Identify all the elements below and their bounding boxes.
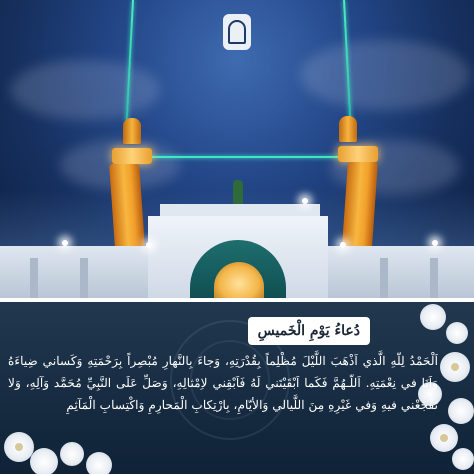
prayer-text: اَلْحَمْدُ لِلّهِ الَّذي اَذْهَبَ اللَّيْلَ مُظْلِماً بِقُدْرَتِهِ، وَجاءَ بِالنَّهارِ مُبْصِراً بِرَحْمَتِهِ وَكَساني ضِياءَهُ وَاَنَا في نِعْمَتِهِ. اَللّـهُمَّ فَكَما اَبْقَيْتَني لَهُ فَاَبْقِني لاِمْثالِهِ، وَصَلِّ عَلَى النَّبِيِّ مُحَمَّد وَآلِهِ، وَلا تَفْجَعْني فيهِ وَفي غَيْرِهِ مِنَ اللَّيالي وَالأيّامِ، بِارْتِكابِ الْمَحارِمِ وَاكْتِسابِ الْمَآثِمِ — [8, 354, 438, 412]
flower-icon — [448, 398, 474, 424]
minaret-right-cap — [339, 116, 357, 142]
light — [302, 198, 308, 204]
light — [62, 240, 68, 246]
flower-icon — [452, 448, 474, 470]
minaret-left-cap — [123, 118, 141, 144]
flower-center — [15, 443, 23, 451]
minaret-left — [109, 164, 145, 246]
flower-icon — [30, 448, 58, 474]
page-title: دُعاءُ يَوْمِ الْخَميسِ — [248, 317, 370, 345]
pillar — [380, 258, 388, 298]
prayer-panel — [0, 302, 474, 474]
pillar — [430, 258, 438, 298]
cloud — [10, 60, 160, 120]
flower-center — [440, 434, 448, 442]
cloud — [300, 40, 470, 110]
light — [340, 242, 346, 248]
flower-icon — [60, 442, 84, 466]
light — [146, 242, 152, 248]
minaret-right — [342, 162, 378, 246]
flower-icon — [86, 452, 112, 474]
laser-beam-horizontal — [140, 156, 340, 158]
flower-icon — [420, 304, 446, 330]
shrine-logo-icon — [223, 14, 251, 50]
light — [432, 240, 438, 246]
flower-center — [451, 363, 459, 371]
minaret-right-balcony — [338, 146, 378, 162]
flower-icon — [446, 322, 468, 344]
minaret-left-balcony — [112, 148, 152, 164]
pillar — [30, 258, 38, 298]
building-wing-right — [316, 246, 474, 298]
pillar — [80, 258, 88, 298]
dome-finial — [233, 180, 243, 206]
